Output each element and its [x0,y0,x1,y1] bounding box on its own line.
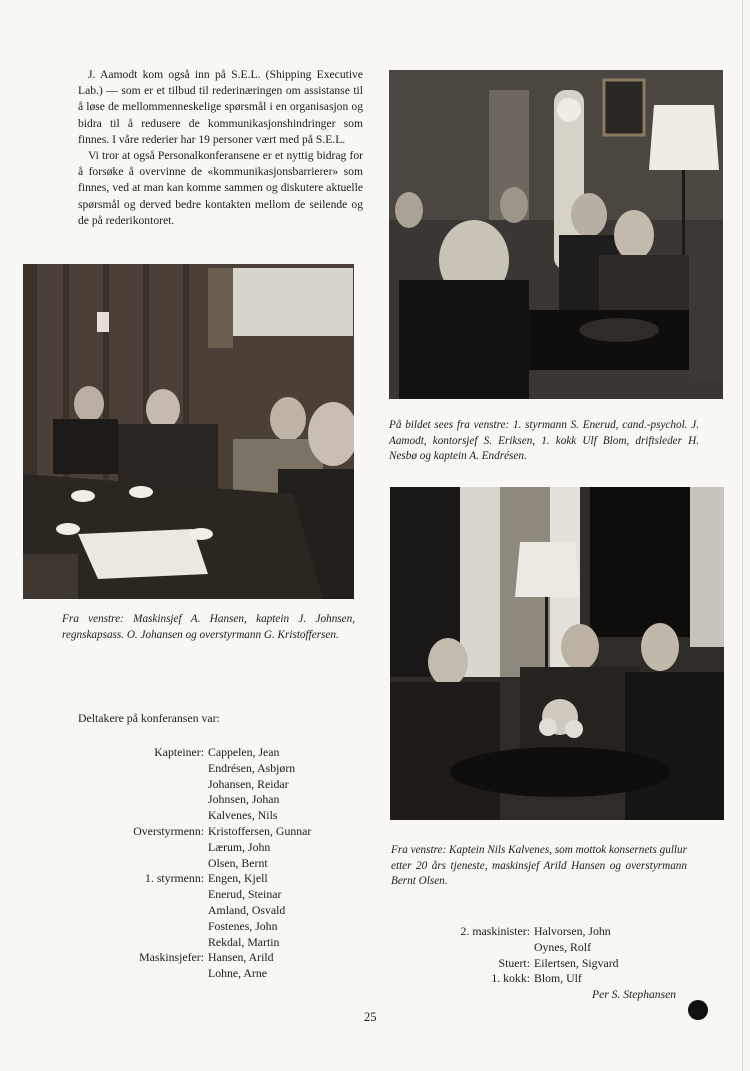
photo-top-right [389,70,723,399]
participant-name: Johnsen, Johan [208,792,280,807]
participant-names [534,924,611,956]
participant-name: Blom, Ulf [534,971,582,986]
participant-name: Rekdal, Martin [208,934,280,949]
caption-top-right: På bildet sees fra venstre: 1. styrmann S. Enerud, cand.-psychol. J. Aamodt, kontorsjef S. Eriksen, 1. kokk Ulf Blom, driftsleder H. Nesbø og kaptein A. Endrésen. [389,419,699,462]
participant-names [534,971,582,987]
participant-name: Hansen, Arild [208,950,274,965]
participant-name: Johansen, Reidar [208,776,289,791]
participant-group [388,956,619,972]
participants-left [80,745,311,982]
page-number: 25 [364,1010,377,1024]
caption-bottom-right: Fra venstre: Kaptein Nils Kalvenes, som mottok konsernets gullur etter 20 års tjeneste, maskinsjef Arild Hansen og overstyrmann Bernt Olsen. [391,844,687,887]
article-text [78,67,363,229]
participant-name: Fostenes, John [208,918,278,933]
participant-name: Oynes, Rolf [534,939,592,954]
author-signature: Per S. Stephansen [592,988,677,1001]
participant-name: Endrésen, Asbjørn [208,760,296,775]
participant-name: Olsen, Bernt [208,855,268,870]
participant-group-label: Kapteiner: [154,745,204,759]
participant-name: Eilertsen, Sigvard [534,955,619,970]
participant-name: Amland, Osvald [208,902,286,917]
participant-names [534,956,619,972]
participants-right [388,924,619,987]
participant-name: Enerud, Steinar [208,887,282,902]
photo-bottom-right [390,487,724,820]
participant-name: Halvorsen, John [534,924,611,938]
caption-middle-left: Fra venstre: Maskinsjef A. Hansen, kaptein J. Johnsen, regnskapsass. O. Johansen og overstyrmann G. Kristoffersen. [62,613,355,641]
black-dot-marker [688,1000,708,1020]
participant-group [80,745,311,824]
participants-title: Deltakere på konferansen var: [78,711,220,725]
participant-group [388,971,619,987]
photo-middle-left [23,264,354,599]
article-paragraph-2: Vi tror at også Personalkonferansene er et nyttig bidrag for å forsøke å overvinne de «kommunikasjonsbarrierer» som finnes, ved at man kan komme sammen og diskutere aktuelle spørsmål og derved bedre kontakten mellom de seilende og de på rederikontoret. [78,149,363,227]
participant-name: Kristoffersen, Gunnar [208,823,312,838]
participant-group [80,871,311,950]
article-paragraph-1: J. Aamodt kom også inn på S.E.L. (Shipping Executive Lab.) — som er et tilbud til rederinæringen om assistanse til å løse de mellommenneskelige spørsmål i en organisasjon og bidra til å redusere de kommunikasjonshindringer som finnes. I våre rederier har 19 personer vært med på S.E.L. [78,68,363,146]
participant-name: Cappelen, Jean [208,745,280,759]
participant-name: Engen, Kjell [208,871,268,886]
participant-group-label: 1. styrmenn: [145,871,204,886]
participant-names [208,950,274,982]
participant-group [80,824,311,871]
participant-group-label: 1. kokk: [491,971,530,986]
participant-name: Lærum, John [208,839,271,854]
participant-group-label: Stuert: [498,955,530,970]
participant-group-label: 2. maskinister: [460,924,530,938]
participant-names [208,824,311,871]
participant-names [208,745,295,824]
participant-name: Kalvenes, Nils [208,808,278,823]
participant-names [208,871,285,950]
participant-group-label: Overstyrmenn: [133,823,204,838]
participant-group [388,924,619,956]
participant-group [80,950,311,982]
participant-name: Lohne, Arne [208,966,267,981]
participant-group-label: Maskinsjefer: [139,950,204,965]
